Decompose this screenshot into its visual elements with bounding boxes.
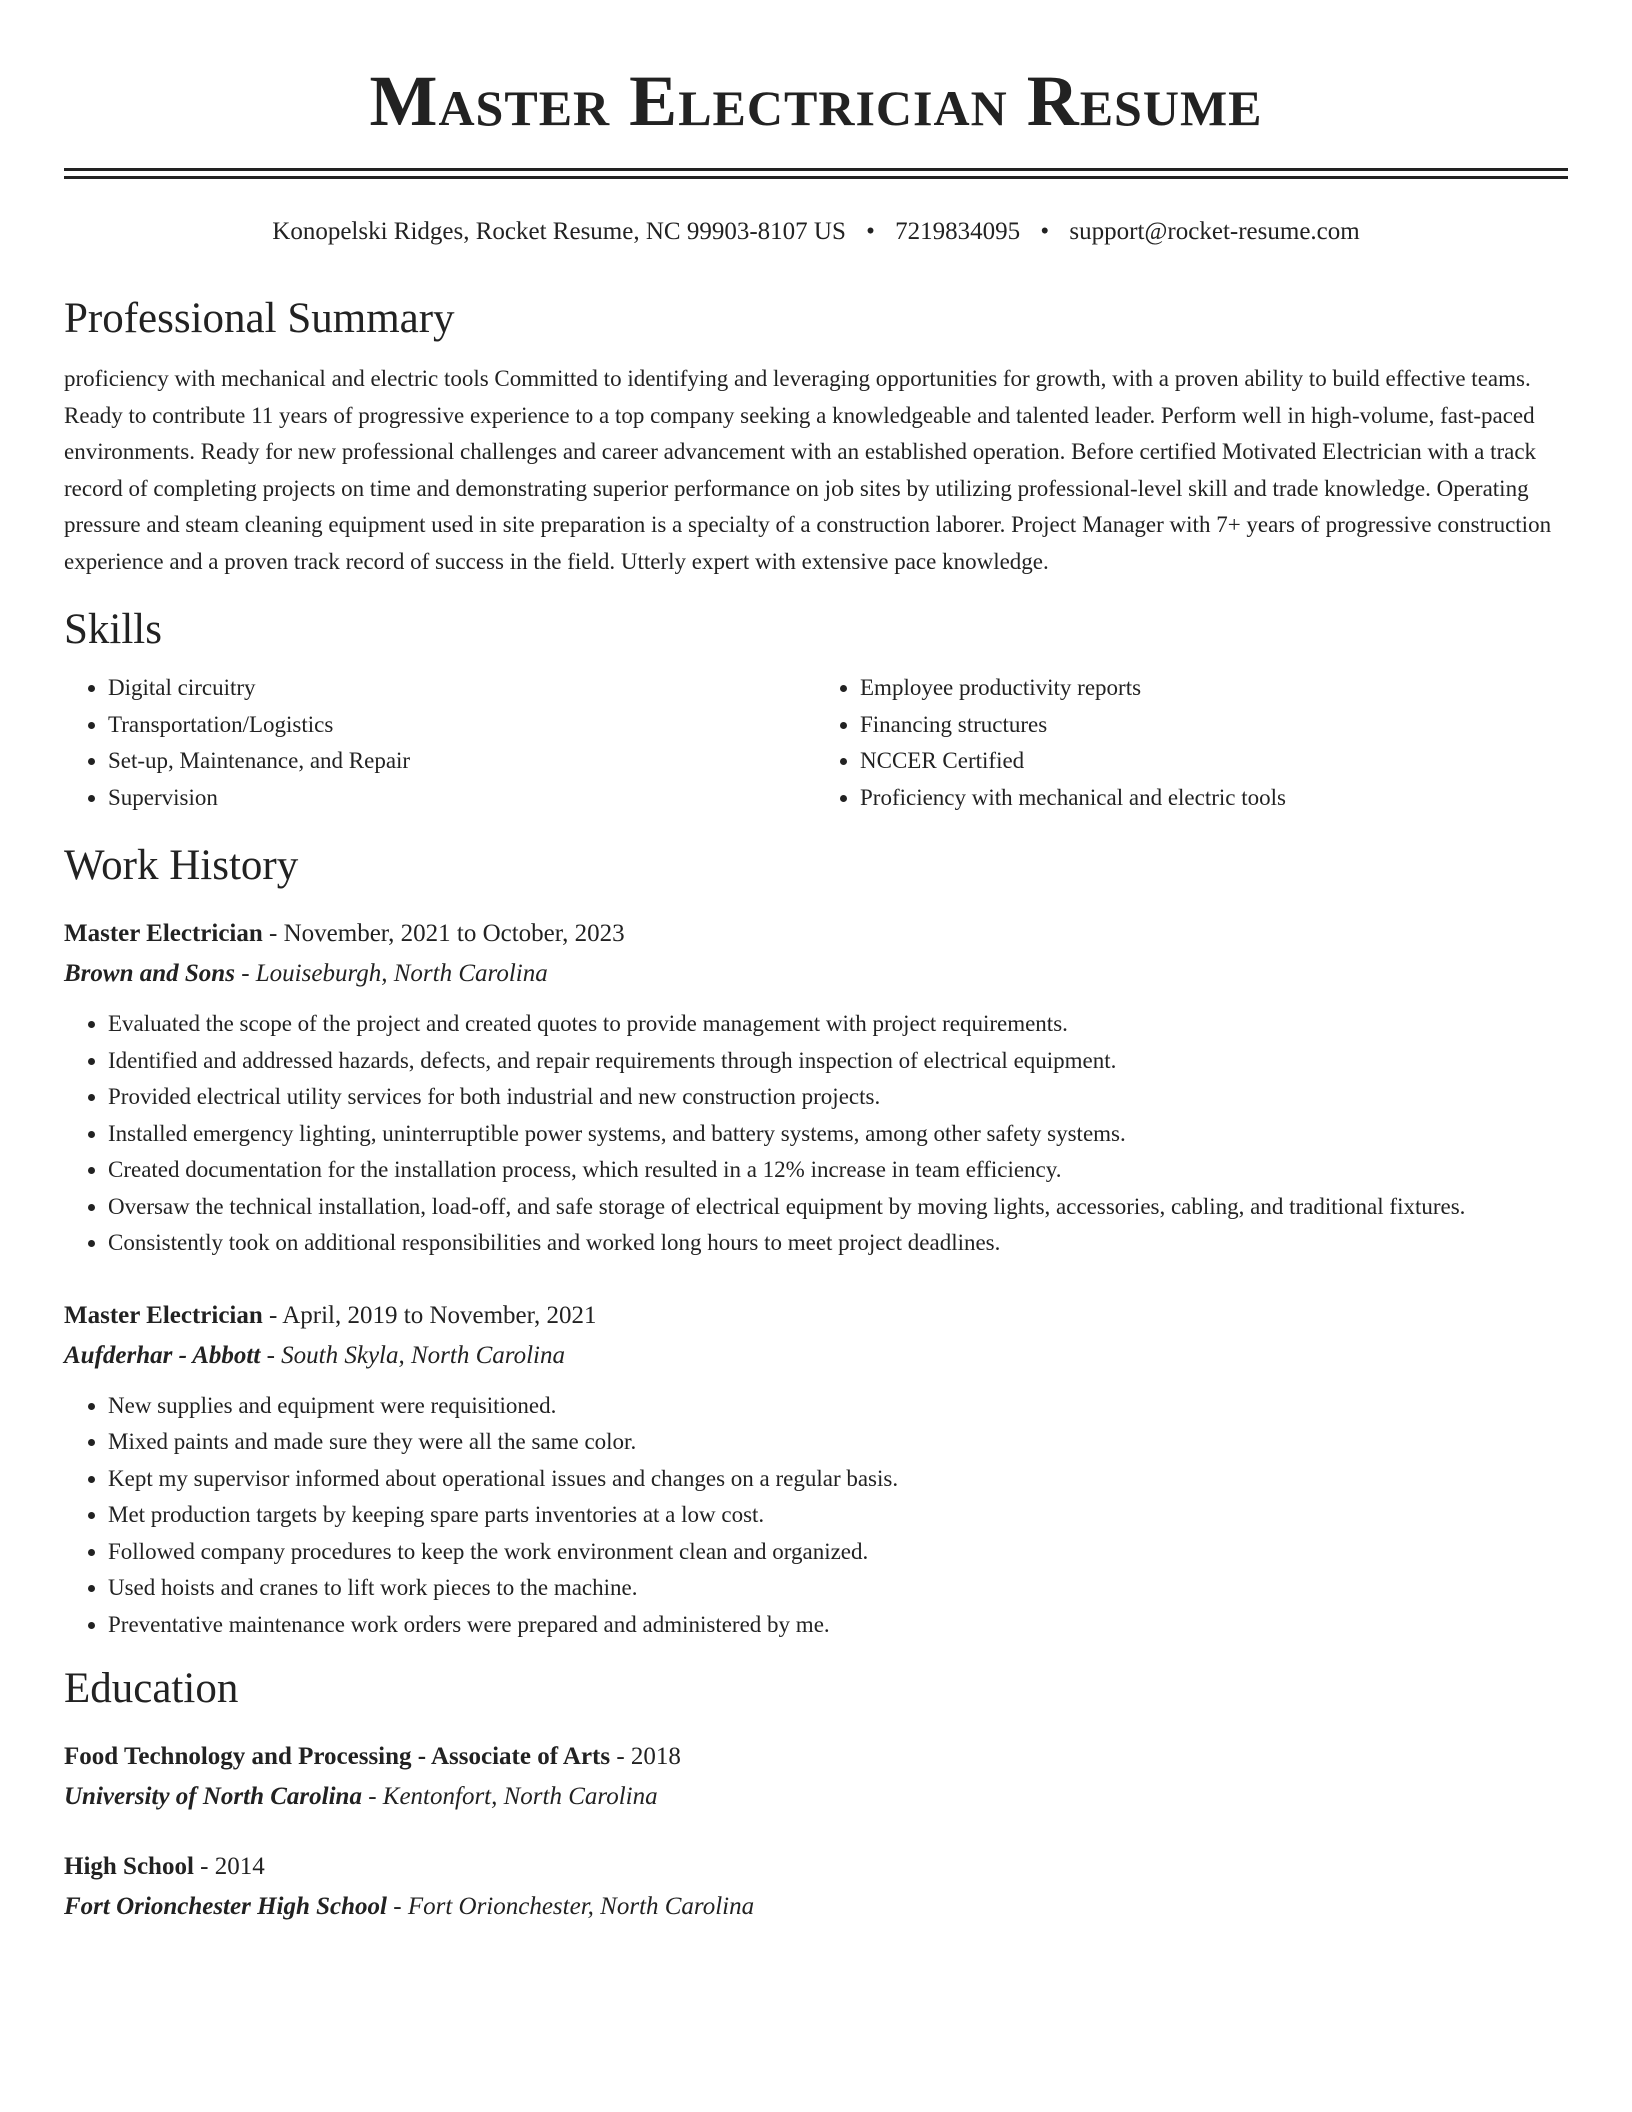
contact-address: Konopelski Ridges, Rocket Resume, NC 99903-8107 US — [272, 218, 846, 245]
job-dates: November, 2021 to October, 2023 — [283, 920, 625, 947]
skills-right-column — [816, 670, 1568, 816]
job-bullets — [64, 1006, 1568, 1262]
education-school-line — [64, 1887, 1568, 1927]
job-bullet: • Followed company procedures to keep the work environment clean and organized. — [108, 1534, 1568, 1571]
skill-item: • Set-up, Maintenance, and Repair — [108, 743, 816, 780]
education-location: Kentonfort, North Carolina — [382, 1783, 658, 1810]
dash: - — [193, 1853, 215, 1880]
education-header — [64, 1737, 1568, 1777]
education-year: 2018 — [630, 1743, 681, 1770]
skill-item: • Digital circuitry — [108, 670, 816, 707]
dash: - — [610, 1743, 631, 1770]
dash: - — [260, 1341, 282, 1369]
education-school: University of North Carolina — [64, 1783, 362, 1810]
job-title: Master Electrician — [64, 1301, 263, 1329]
skills-list — [64, 670, 1568, 816]
job-bullet: • Kept my supervisor informed about operational issues and changes on a regular basis. — [108, 1461, 1568, 1498]
work-history-heading: Work History — [64, 842, 299, 889]
skill-item: • Proficiency with mechanical and electric tools — [860, 780, 1568, 817]
job-employer — [64, 954, 1568, 994]
title-double-rule — [64, 168, 1568, 179]
job-entry — [64, 914, 1568, 1262]
job-bullet: • Preventative maintenance work orders were prepared and administered by me. — [108, 1607, 1568, 1644]
dash: - — [234, 960, 256, 987]
job-company: Brown and Sons — [64, 960, 235, 987]
education-heading: Education — [64, 1665, 239, 1712]
job-bullet: • Provided electrical utility services for both industrial and new construction projects. — [108, 1079, 1568, 1116]
contact-separator: • — [866, 218, 875, 245]
education-entry — [64, 1847, 1568, 1927]
dash: - — [361, 1783, 383, 1810]
education-school-line — [64, 1777, 1568, 1817]
education-header — [64, 1847, 1568, 1887]
summary-heading: Professional Summary — [64, 295, 455, 342]
education-year: 2014 — [214, 1853, 265, 1880]
job-bullet: • Evaluated the scope of the project and created quotes to provide management with project requirements. — [108, 1006, 1568, 1043]
job-location: South Skyla, North Carolina — [281, 1341, 565, 1369]
job-bullets — [64, 1388, 1568, 1644]
job-entry — [64, 1296, 1568, 1644]
job-location: Louiseburgh, North Carolina — [255, 960, 548, 987]
job-title: Master Electrician — [64, 920, 263, 947]
job-bullet: • Met production targets by keeping spare parts inventories at a low cost. — [108, 1497, 1568, 1534]
resume-title: Master Electrician Resume — [369, 61, 1263, 141]
education-entry — [64, 1737, 1568, 1817]
job-bullet: • Created documentation for the installation process, which resulted in a 12% increase in team efficiency. — [108, 1152, 1568, 1189]
job-header — [64, 1296, 1568, 1336]
contact-phone: 7219834095 — [895, 218, 1021, 245]
dash: - — [262, 920, 284, 947]
dash: - — [262, 1301, 283, 1329]
contact-separator: • — [1040, 218, 1050, 245]
job-employer — [64, 1336, 1568, 1376]
job-company: Aufderhar - Abbott — [64, 1341, 261, 1369]
skill-item: • Transportation/Logistics — [108, 707, 816, 744]
skills-heading: Skills — [64, 606, 162, 653]
summary-text: proficiency with mechanical and electric tools Committed to identifying and leveraging opportunities for growth, with a proven ability to build effective teams. Ready to contribute 11 years of progressive experience to a top company seeking a knowledgeable and talented leader. Perform well in high-volume, fast-paced environments. Ready for new professional challenges and career advancement with an established operation. Before certified Motivated Electrician with a track record of completing projects on time and demonstrating superior performance on job sites by utilizing professional-level skill and trade knowledge. Operating pressure and steam cleaning equipment used in site preparation is a specialty of a construction laborer. Project Manager with 7+ years of progressive construction experience and a proven track record of success in the field. Utterly expert with extensive pace knowledge. — [64, 366, 1552, 574]
job-bullet: • Used hoists and cranes to lift work pieces to the machine. — [108, 1570, 1568, 1607]
education-degree: Food Technology and Processing - Associate of Arts — [64, 1743, 611, 1770]
job-bullet: • Installed emergency lighting, uninterruptible power systems, and battery systems, among other safety systems. — [108, 1116, 1568, 1153]
skills-left-column — [64, 670, 816, 816]
education-degree: High School — [64, 1853, 194, 1880]
job-bullet: • Consistently took on additional responsibilities and worked long hours to meet project deadlines. — [108, 1225, 1568, 1262]
education-location: Fort Orionchester, North Carolina — [407, 1893, 755, 1920]
contact-email: support@rocket-resume.com — [1069, 218, 1360, 245]
job-bullet: • Mixed paints and made sure they were all the same color. — [108, 1424, 1568, 1461]
education-school: Fort Orionchester High School — [64, 1893, 387, 1920]
skill-item: • Supervision — [108, 780, 816, 817]
job-bullet: • Identified and addressed hazards, defects, and repair requirements through inspection of electrical equipment. — [108, 1043, 1568, 1080]
contact-line — [64, 215, 1568, 249]
skill-item: • NCCER Certified — [860, 743, 1568, 780]
skill-item: • Employee productivity reports — [860, 670, 1568, 707]
dash: - — [386, 1893, 408, 1920]
job-bullet: • New supplies and equipment were requisitioned. — [108, 1388, 1568, 1425]
skill-item: • Financing structures — [860, 707, 1568, 744]
job-header — [64, 914, 1568, 954]
job-dates: April, 2019 to November, 2021 — [282, 1301, 597, 1329]
job-bullet: • Oversaw the technical installation, load-off, and safe storage of electrical equipment by moving lights, accessories, cabling, and traditional fixtures. — [108, 1189, 1568, 1226]
